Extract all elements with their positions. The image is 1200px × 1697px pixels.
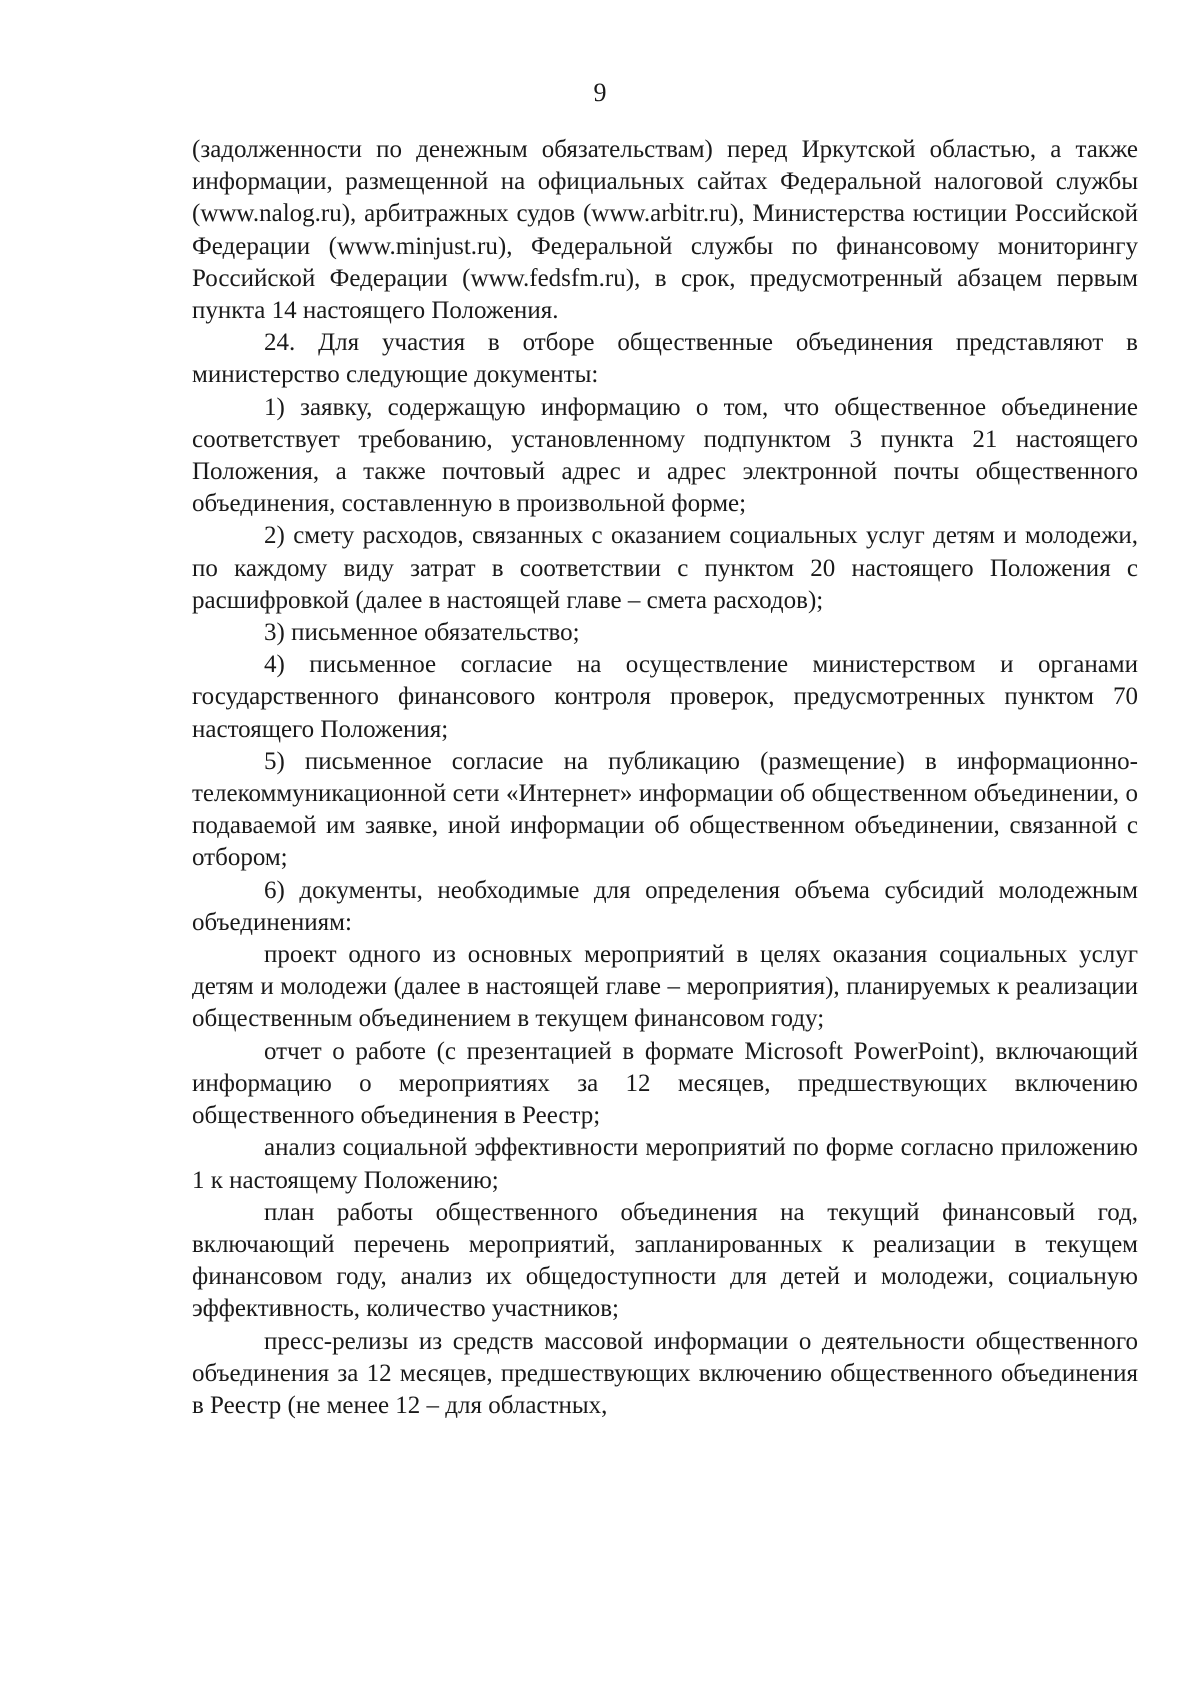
paragraph-item-24: 24. Для участия в отборе общественные объединения представляют в министерство следующие документы:	[192, 329, 1138, 389]
paragraph-analysis: анализ социальной эффективности мероприятий по форме согласно приложению 1 к настоящему Положению;	[192, 1134, 1138, 1194]
paragraph-subitem-5: 5) письменное согласие на публикацию (размещение) в информационно-телекоммуникационной сети «Интернет» информации об общественном объединении, о подаваемой им заявке, иной информации об общественном объединении, связанной с отбором;	[192, 747, 1138, 872]
paragraph-project: проект одного из основных мероприятий в целях оказания социальных услуг детям и молодежи (далее в настоящей главе – мероприятия), планируемых к реализации общественным объединением в текущем финансовом году;	[192, 941, 1138, 1033]
page-number: 9	[593, 78, 607, 107]
paragraph-subitem-6: 6) документы, необходимые для определения объема субсидий молодежным объединениям:	[192, 876, 1138, 936]
paragraph-subitem-1: 1) заявку, содержащую информацию о том, что общественное объединение соответствует требованию, установленному подпунктом 3 пункта 21 настоящего Положения, а также почтовый адрес и адрес электронной почты общественного объединения, составленную в произвольной форме;	[192, 393, 1138, 518]
paragraph-subitem-3: 3) письменное обязательство;	[264, 619, 580, 647]
paragraph-work-plan: план работы общественного объединения на текущий финансовый год, включающий перечень мероприятий, запланированных к реализации в текущем финансовом году, анализ их общедоступности для детей и молодежи, социальную эффективность, количество участников;	[192, 1198, 1138, 1323]
paragraph-press-releases: пресс-релизы из средств массовой информации о деятельности общественного объединения за 12 месяцев, предшествующих включению общественного объединения в Реестр (не менее 12 – для областных,	[192, 1327, 1138, 1419]
document-body	[192, 134, 1138, 1422]
paragraph-report: отчет о работе (с презентацией в формате Microsoft PowerPoint), включающий информацию о мероприятиях за 12 месяцев, предшествующих включению общественного объединения в Реестр;	[192, 1037, 1138, 1130]
paragraph-subitem-2: 2) смету расходов, связанных с оказанием социальных услуг детям и молодежи, по каждому виду затрат в соответствии с пунктом 20 настоящего Положения с расшифровкой (далее в настоящей главе – смета расходов);	[192, 522, 1138, 614]
paragraph-subitem-4: 4) письменное согласие на осуществление министерством и органами государственного финансового контроля проверок, предусмотренных пунктом 70 настоящего Положения;	[192, 651, 1138, 743]
paragraph-continuation: (задолженности по денежным обязательствам) перед Иркутской областью, а также информации, размещенной на официальных сайтах Федеральной налоговой службы (www.nalog.ru), арбитражных судов (www.arbitr.ru), Министерства юстиции Российской Федерации (www.minjust.ru), Федеральной службы по финансовому мониторингу Российской Федерации (www.fedsfm.ru), в срок, предусмотренный абзацем первым пункта 14 настоящего Положения.	[192, 136, 1138, 325]
